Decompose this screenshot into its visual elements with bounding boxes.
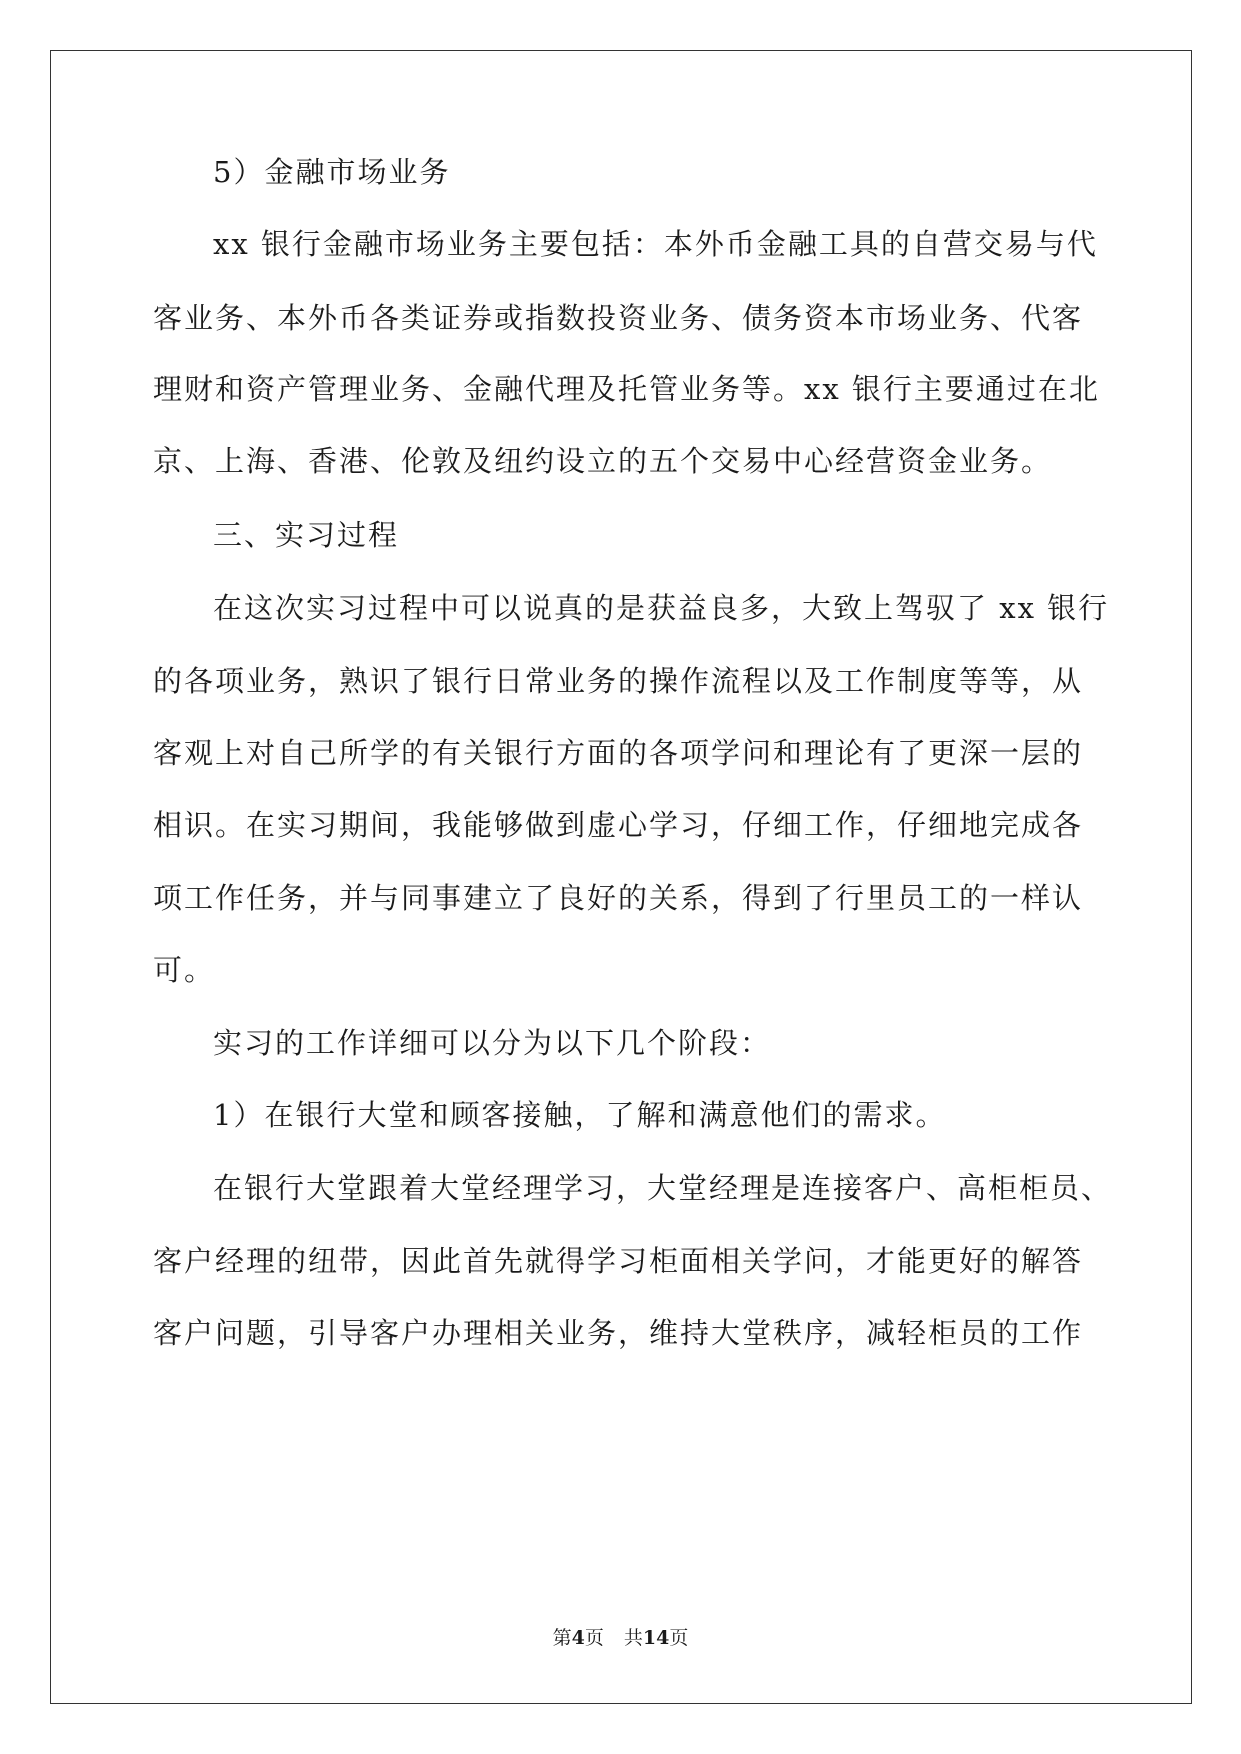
paragraph-line: 客户问题，引导客户办理相关业务，维持大堂秩序，减轻柜员的工作 — [153, 1316, 1084, 1350]
total-prefix: 共 — [623, 1627, 643, 1649]
total-suffix: 页 — [669, 1627, 689, 1649]
paragraph-line: 项工作任务，并与同事建立了良好的关系，得到了行里员工的一样认 — [153, 881, 1084, 915]
page-prefix: 第 — [552, 1627, 572, 1649]
paragraph-line: 的各项业务，熟识了银行日常业务的操作流程以及工作制度等等，从 — [153, 664, 1084, 698]
paragraph-line: xx 银行金融市场业务主要包括：本外币金融工具的自营交易与代 — [213, 227, 1098, 261]
page-border — [50, 50, 1192, 1704]
section-heading: 5）金融市场业务 — [213, 155, 451, 189]
section-heading: 三、实习过程 — [213, 518, 400, 552]
paragraph-line: 实习的工作详细可以分为以下几个阶段： — [213, 1026, 772, 1060]
paragraph-line: 可。 — [153, 953, 216, 987]
list-item-heading: 1）在银行大堂和顾客接触，了解和满意他们的需求。 — [213, 1098, 947, 1132]
paragraph-line: 相识。在实习期间，我能够做到虚心学习，仔细工作，仔细地完成各 — [153, 808, 1084, 842]
paragraph-line: 在银行大堂跟着大堂经理学习，大堂经理是连接客户、高柜柜员、 — [213, 1171, 1113, 1205]
paragraph-line: 京、上海、香港、伦敦及纽约设立的五个交易中心经营资金业务。 — [153, 444, 1053, 478]
page-suffix: 页 — [584, 1627, 604, 1649]
page-number: 4 — [571, 1627, 585, 1649]
paragraph-line: 客户经理的纽带，因此首先就得学习柜面相关学问，才能更好的解答 — [153, 1244, 1084, 1278]
paragraph-line: 在这次实习过程中可以说真的是获益良多，大致上驾驭了 xx 银行 — [213, 591, 1110, 625]
paragraph-line: 客观上对自己所学的有关银行方面的各项学问和理论有了更深一层的 — [153, 736, 1084, 770]
page-footer — [0, 1623, 1241, 1650]
total-pages: 14 — [642, 1627, 670, 1649]
paragraph-line: 客业务、本外币各类证券或指数投资业务、债务资本市场业务、代客 — [153, 301, 1084, 335]
paragraph-line: 理财和资产管理业务、金融代理及托管业务等。xx 银行主要通过在北 — [153, 372, 1100, 406]
